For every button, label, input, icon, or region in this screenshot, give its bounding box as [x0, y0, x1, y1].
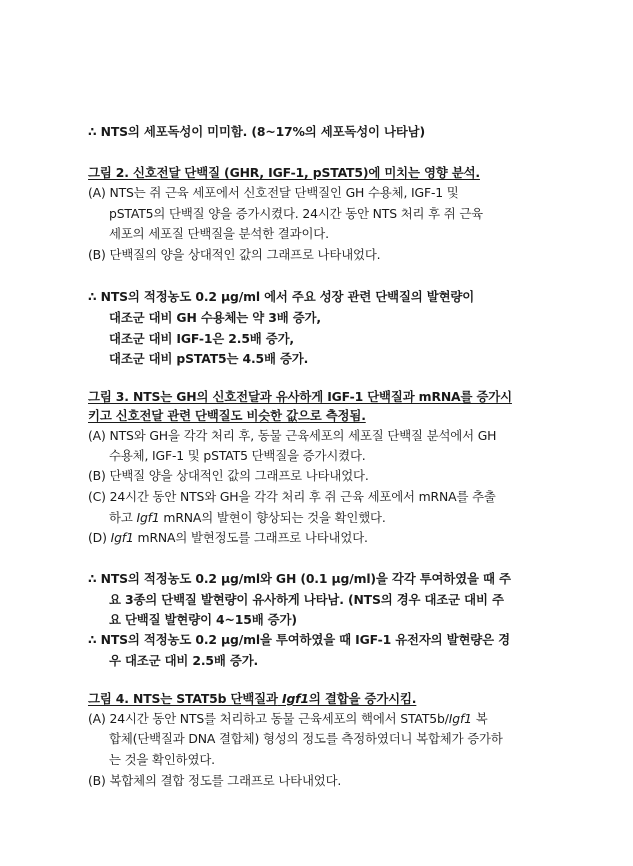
- fig4-a-text-a: (A) 24시간 동안 NTS를 처리하고 동물 근육세포의 핵에서 STAT5b/: [88, 711, 449, 726]
- fig3-conclusion-line4: ∴ NTS의 적정농도 0.2 μg/ml을 투여하였을 때 IGF-1 유전자의 발현량은 경: [88, 632, 510, 647]
- fig3-c-text-b: mRNA의 발현이 향상되는 것을 확인했다.: [163, 510, 386, 525]
- fig3-conclusion-line2: 요 3종의 단백질 발현량이 유사하게 나타남. (NTS의 경우 대조군 대비 주: [109, 592, 504, 607]
- fig2-conclusion-line4: 대조군 대비 pSTAT5는 4.5배 증가.: [109, 351, 309, 366]
- fig2-heading: 그림 2. 신호전달 단백질 (GHR, IGF-1, pSTAT5)에 미치는 영향 분석.: [88, 165, 480, 180]
- fig4-heading-gene: Igf1: [281, 691, 309, 706]
- fig3-c-gene: Igf1: [136, 510, 160, 525]
- fig4-heading: [88, 690, 416, 708]
- fig3-a-line2: 수용체, IGF-1 및 pSTAT5 단백질을 증가시켰다.: [109, 448, 366, 463]
- fig4-a-text-b: 복: [475, 711, 488, 726]
- fig3-d-text: mRNA의 발현정도를 그래프로 나타내었다.: [137, 530, 368, 545]
- fig3-c-line2: [109, 509, 386, 527]
- fig4-a-line1: [88, 710, 488, 728]
- fig3-d-label: (D): [88, 530, 107, 545]
- fig4-a-line3: 는 것을 확인하였다.: [109, 752, 215, 767]
- fig3-c-text-a: 하고: [109, 510, 133, 525]
- fig2-conclusion-line1: ∴ NTS의 적정농도 0.2 μg/ml 에서 주요 성장 관련 단백질의 발현량이: [88, 289, 475, 304]
- fig4-b: (B) 복합체의 결합 정도를 그래프로 나타내었다.: [88, 773, 342, 788]
- fig3-heading-line2: 키고 신호전달 관련 단백질도 비슷한 값으로 측정됨.: [88, 408, 366, 423]
- fig3-b: (B) 단백질 양을 상대적인 값의 그래프로 나타내었다.: [88, 468, 369, 483]
- fig2-a-line1: (A) NTS는 쥐 근육 세포에서 신호전달 단백질인 GH 수용체, IGF-1 및: [88, 185, 459, 200]
- fig3-d: [88, 529, 368, 547]
- fig4-a-gene: Igf1: [448, 711, 472, 726]
- fig4-a-line2: 합체(단백질과 DNA 결합체) 형성의 정도를 측정하였더니 복합체가 증가하: [109, 731, 503, 746]
- fig3-heading-line1: 그림 3. NTS는 GH의 신호전달과 유사하게 IGF-1 단백질과 mRNA를 증가시: [88, 389, 512, 404]
- fig2-conclusion-line2: 대조군 대비 GH 수용체는 약 3배 증가,: [109, 310, 321, 325]
- fig3-c-line1: (C) 24시간 동안 NTS와 GH을 각각 처리 후 쥐 근육 세포에서 mRNA를 추출: [88, 489, 496, 504]
- fig3-a-line1: (A) NTS와 GH을 각각 처리 후, 동물 근육세포의 세포질 단백질 분석에서 GH: [88, 428, 497, 443]
- fig3-conclusion-line3: 요 단백질 발현량이 4~15배 증가): [109, 612, 297, 627]
- fig3-d-gene: Igf1: [110, 530, 134, 545]
- fig2-a-line2: pSTAT5의 단백질 양을 증가시켰다. 24시간 동안 NTS 처리 후 쥐 근육: [109, 206, 484, 221]
- fig2-b: (B) 단백질의 양을 상대적인 값의 그래프로 나타내었다.: [88, 247, 381, 262]
- fig4-heading-text-b: 의 결합을 증가시킴.: [308, 691, 417, 706]
- fig3-conclusion-line5: 우 대조군 대비 2.5배 증가.: [109, 653, 259, 668]
- fig4-heading-text-a: 그림 4. NTS는 STAT5b 단백질과: [88, 691, 278, 706]
- fig2-conclusion-line3: 대조군 대비 IGF-1은 2.5배 증가,: [109, 331, 294, 346]
- fig2-a-line3: 세포의 세포질 단백질을 분석한 결과이다.: [109, 226, 329, 241]
- fig3-conclusion-line1: ∴ NTS의 적정농도 0.2 μg/ml와 GH (0.1 μg/ml)을 각각 투여하였을 때 주: [88, 571, 511, 586]
- summary-cytotoxicity: ∴ NTS의 세포독성이 미미함. (8~17%의 세포독성이 나타남): [88, 124, 425, 139]
